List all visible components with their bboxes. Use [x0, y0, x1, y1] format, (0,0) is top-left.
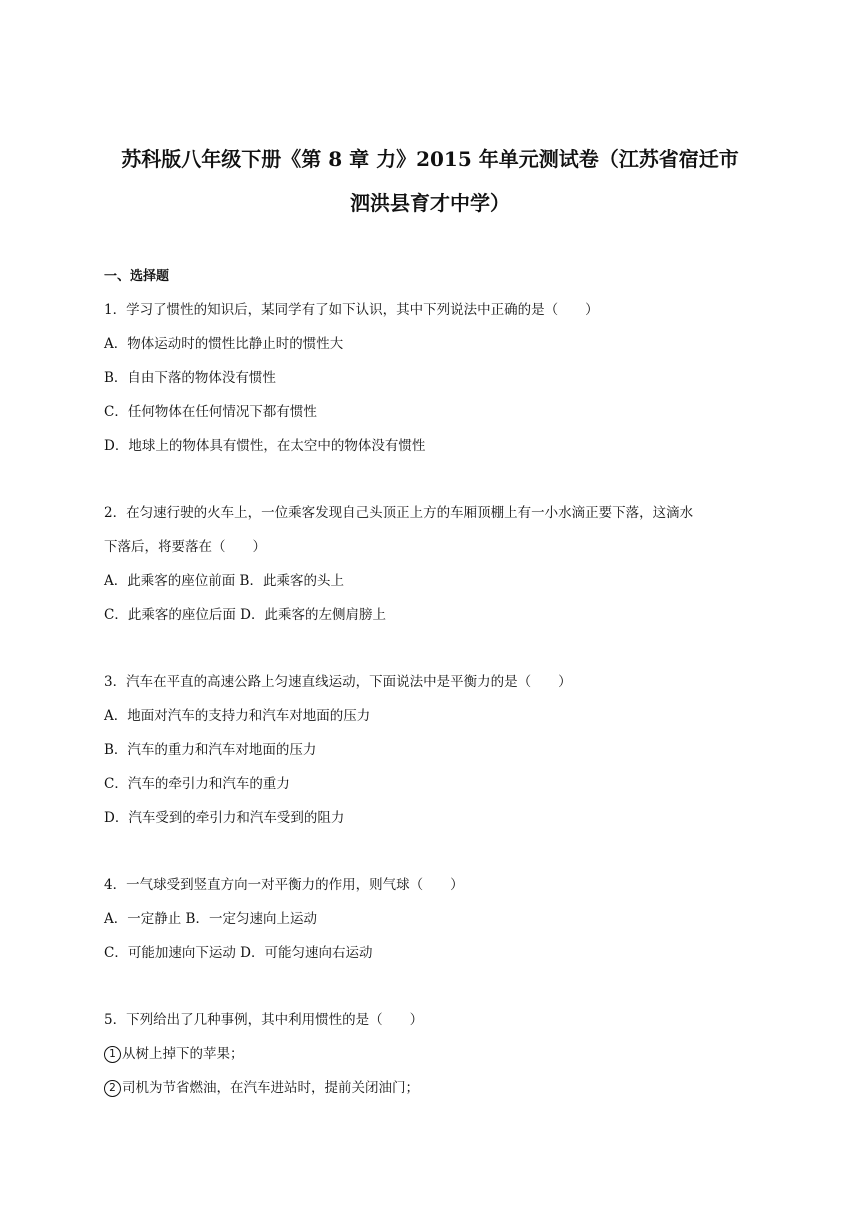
- question-2-stem-line-1: 2．在匀速行驶的火车上，一位乘客发现自己头顶正上方的车厢顶棚上有一小水滴正要下落，这滴水: [104, 505, 694, 521]
- question-3-option-c: C．汽车的牵引力和汽车的重力: [104, 776, 290, 792]
- question-1-option-c: C．任何物体在任何情况下都有惯性: [104, 404, 317, 420]
- question-5-item-1: [104, 1044, 244, 1064]
- question-4-options-ab: A．一定静止 B．一定匀速向上运动: [104, 911, 317, 927]
- circled-number: 2: [104, 1080, 121, 1097]
- question-1-option-b: B．自由下落的物体没有惯性: [104, 370, 276, 386]
- question-3-option-b: B．汽车的重力和汽车对地面的压力: [104, 742, 317, 758]
- question-3-option-a: A．地面对汽车的支持力和汽车对地面的压力: [104, 708, 371, 724]
- document-title-line-1: 苏科版八年级下册《第 8 章 力》2015 年单元测试卷（江苏省宿迁市: [121, 147, 739, 171]
- circled-number: 1: [104, 1046, 121, 1063]
- section-heading: 一、选择题: [104, 269, 170, 284]
- question-1-stem: 1．学习了惯性的知识后，某同学有了如下认识，其中下列说法中正确的是（ ）: [104, 302, 599, 318]
- question-5-item-1-text: 从树上掉下的苹果；: [122, 1046, 244, 1062]
- question-4-stem: 4．一气球受到竖直方向一对平衡力的作用，则气球（ ）: [104, 877, 464, 893]
- question-5-item-2-text: 司机为节省燃油，在汽车进站时，提前关闭油门；: [122, 1080, 419, 1096]
- question-5-stem: 5．下列给出了几种事例，其中利用惯性的是（ ）: [104, 1012, 424, 1028]
- question-3-stem: 3．汽车在平直的高速公路上匀速直线运动，下面说法中是平衡力的是（ ）: [104, 674, 572, 690]
- question-3-option-d: D．汽车受到的牵引力和汽车受到的阻力: [104, 810, 345, 826]
- question-4-options-cd: C．可能加速向下运动 D．可能匀速向右运动: [104, 945, 373, 961]
- question-2-stem-line-2: 下落后，将要落在（ ）: [104, 539, 266, 555]
- question-1-option-a: A．物体运动时的惯性比静止时的惯性大: [104, 336, 344, 352]
- question-2-options-cd: C．此乘客的座位后面 D．此乘客的左侧肩膀上: [104, 607, 386, 623]
- question-2-options-ab: A．此乘客的座位前面 B．此乘客的头上: [104, 573, 344, 589]
- question-1-option-d: D．地球上的物体具有惯性，在太空中的物体没有惯性: [104, 438, 426, 454]
- question-5-item-2: [104, 1078, 419, 1098]
- document-title-line-2: 泗洪县育才中学）: [350, 191, 510, 215]
